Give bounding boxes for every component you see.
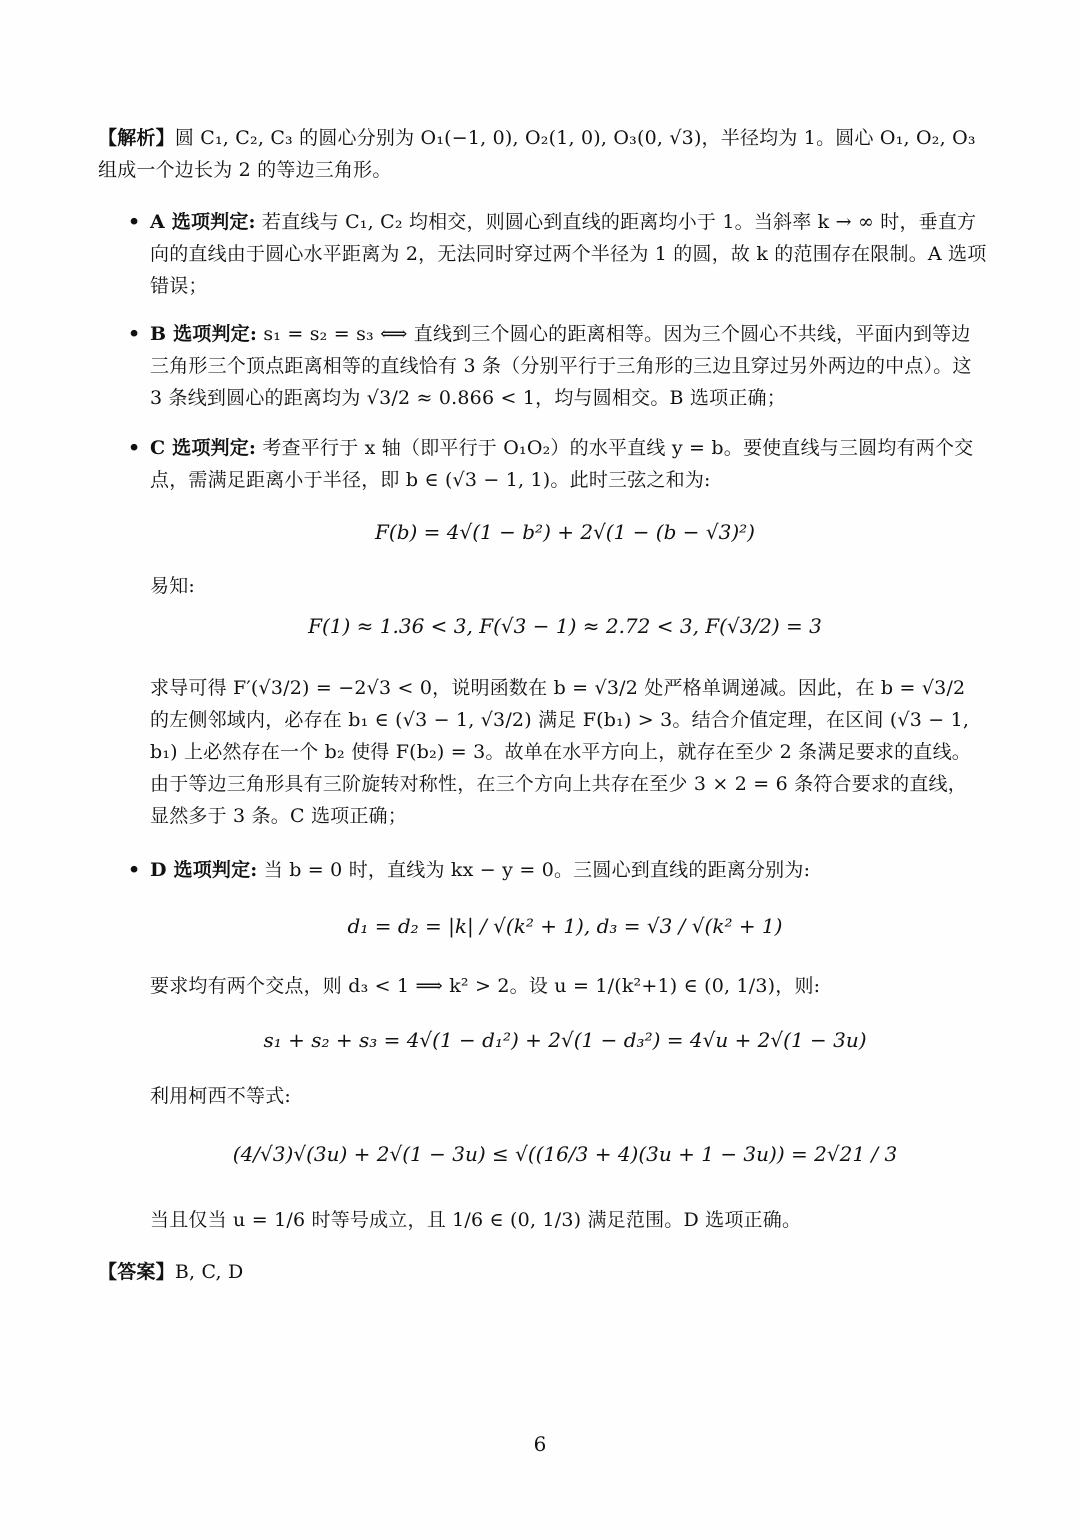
- bullet-icon: •: [128, 859, 141, 881]
- option-a-item: [128, 206, 988, 302]
- option-d-equation-1: d₁ = d₂ = |k| / √(k² + 1), d₃ = √3 / √(k² + 1): [347, 914, 783, 938]
- option-a-head: A 选项判定:: [150, 211, 256, 233]
- option-b-head: B 选项判定:: [150, 323, 258, 345]
- page-number: 6: [533, 1432, 547, 1456]
- answer-label: 【答案】: [98, 1261, 175, 1283]
- option-c-item: [128, 432, 988, 496]
- answer-paragraph: [98, 1256, 978, 1288]
- analysis-paragraph: [98, 122, 978, 186]
- option-d-equation-3: (4/√3)√(3u) + 2√(1 − 3u) ≤ √((16/3 + 4)(3u + 1 − 3u)) = 2√21 / 3: [232, 1142, 898, 1166]
- bullet-icon: •: [128, 323, 141, 345]
- option-c-text: 考查平行于 x 轴（即平行于 O₁O₂）的水平直线 y = b。要使直线与三圆均有两个交点，需满足距离小于半径，即 b ∈ (√3 − 1, 1)。此时三弦之和为:: [150, 437, 974, 491]
- option-d-condition: 要求均有两个交点，则 d₃ < 1 ⟹ k² > 2。设 u = 1/(k²+1) ∈ (0, 1/3)，则:: [150, 975, 821, 997]
- option-d-head: D 选项判定:: [150, 859, 258, 881]
- option-d-equation-2: s₁ + s₂ + s₃ = 4√(1 − d₁²) + 2√(1 − d₃²) = 4√u + 2√(1 − 3u): [263, 1028, 867, 1052]
- option-d-conclusion: 当且仅当 u = 1/6 时等号成立，且 1/6 ∈ (0, 1/3) 满足范围。D 选项正确。: [150, 1209, 802, 1231]
- option-c-yizhi: 易知:: [150, 575, 196, 597]
- option-c-equation-2: F(1) ≈ 1.36 < 3, F(√3 − 1) ≈ 2.72 < 3, F(√3/2) = 3: [308, 614, 822, 638]
- bullet-icon: •: [128, 437, 141, 459]
- option-b-text: s₁ = s₂ = s₃ ⟺ 直线到三个圆心的距离相等。因为三个圆心不共线，平面内到等边三角形三个顶点距离相等的直线恰有 3 条（分别平行于三角形的三边且穿过另外两边的中点）。这 3 条线到圆心的距离均为 √3/2 ≈ 0.866 < 1，均与圆相交。B 选项正确；: [150, 323, 972, 409]
- analysis-label: 【解析】: [98, 127, 175, 149]
- analysis-text: 圆 C₁, C₂, C₃ 的圆心分别为 O₁(−1, 0), O₂(1, 0), O₃(0, √3)，半径均为 1。圆心 O₁, O₂, O₃ 组成一个边长为 2 的等边三角形。: [98, 127, 976, 181]
- option-c-equation-1: F(b) = 4√(1 − b²) + 2√(1 − (b − √3)²): [375, 520, 755, 544]
- option-d-text: 当 b = 0 时，直线为 kx − y = 0。三圆心到直线的距离分别为:: [263, 859, 811, 881]
- option-a-text: 若直线与 C₁, C₂ 均相交，则圆心到直线的距离均小于 1。当斜率 k → ∞ 时，垂直方向的直线由于圆心水平距离为 2，无法同时穿过两个半径为 1 的圆，故 k 的范围存在限制。A 选项错误；: [150, 211, 987, 297]
- answer-text: B, C, D: [174, 1261, 244, 1283]
- bullet-icon: •: [128, 211, 141, 233]
- option-d-item: [128, 854, 988, 886]
- option-b-item: [128, 318, 988, 414]
- option-d-cauchy: 利用柯西不等式:: [150, 1085, 292, 1107]
- option-c-derivation: 求导可得 F′(√3/2) = −2√3 < 0，说明函数在 b = √3/2 处严格单调递减。因此，在 b = √3/2 的左侧邻域内，必存在 b₁ ∈ (√3 − 1, √3/2) 满足 F(b₁) > 3。结合介值定理，在区间 (√3 − 1, b₁) 上必然存在一个 b₂ 使得 F(b₂) = 3。故单在水平方向上，就存在至少 2 条满足要求的直线。由于等边三角形具有三阶旋转对称性，在三个方向上共存在至少 3 × 2 = 6 条符合要求的直线，显然多于 3 条。C 选项正确；: [150, 677, 971, 827]
- option-c-head: C 选项判定:: [150, 437, 257, 459]
